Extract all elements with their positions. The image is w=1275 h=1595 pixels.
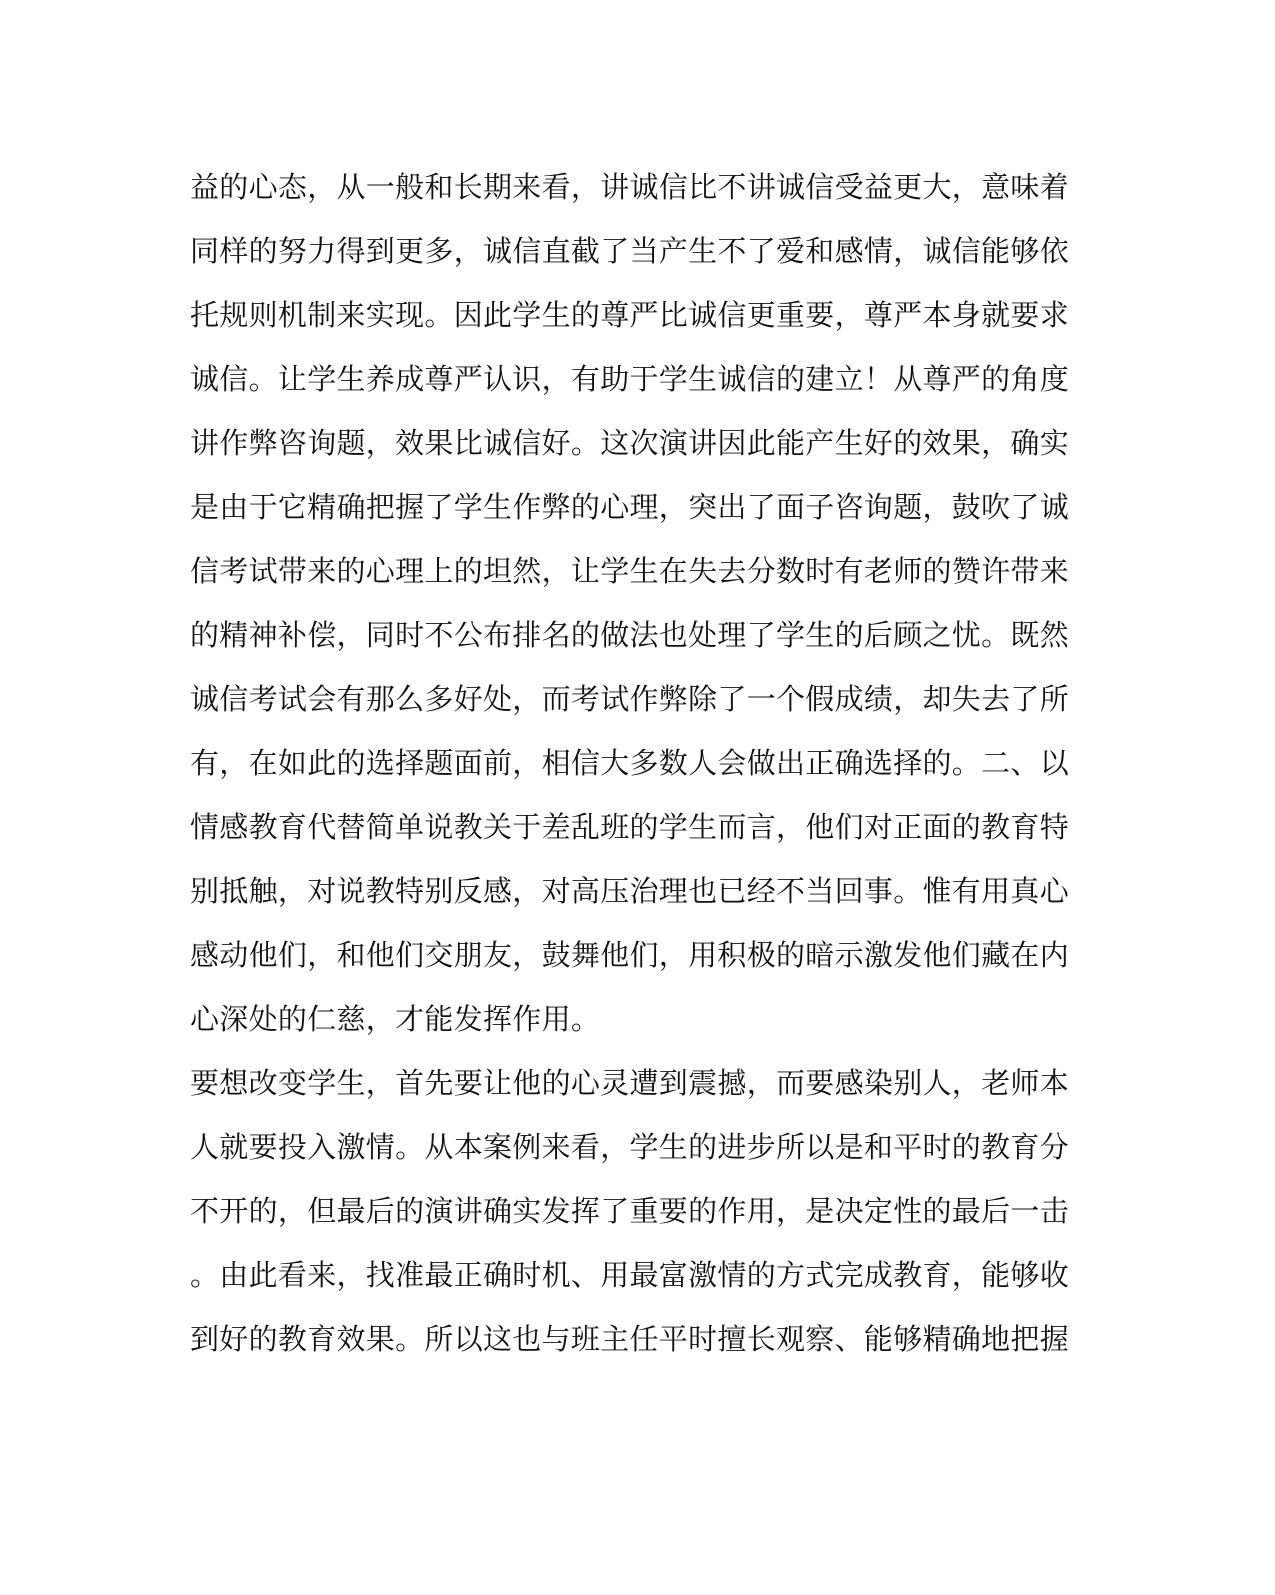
text-line: 情感教育代替简单说教关于差乱班的学生而言，他们对正面的教育特 <box>190 810 1070 844</box>
text-line: 别抵触，对说教特别反感，对高压治理也已经不当回事。惟有用真心 <box>190 874 1070 908</box>
text-line: 信考试带来的心理上的坦然，让学生在失去分数时有老师的赞许带来 <box>190 554 1070 588</box>
text-line: 要想改变学生，首先要让他的心灵遭到震撼，而要感染别人，老师本 <box>190 1066 1070 1100</box>
text-line: 心深处的仁慈，才能发挥作用。 <box>190 1002 601 1036</box>
text-line: 感动他们，和他们交朋友，鼓舞他们，用积极的暗示激发他们藏在内 <box>190 938 1070 972</box>
text-line: 诚信考试会有那么多好处，而考试作弊除了一个假成绩，却失去了所 <box>190 682 1070 716</box>
body-text <box>190 155 1070 1371</box>
text-line: 讲作弊咨询题，效果比诚信好。这次演讲因此能产生好的效果，确实 <box>190 426 1070 460</box>
text-line: 人就要投入激情。从本案例来看，学生的进步所以是和平时的教育分 <box>190 1130 1070 1164</box>
text-line: 到好的教育效果。所以这也与班主任平时擅长观察、能够精确地把握 <box>190 1322 1070 1356</box>
text-line: 不开的，但最后的演讲确实发挥了重要的作用，是决定性的最后一击 <box>190 1194 1070 1228</box>
text-line: 。由此看来，找准最正确时机、用最富激情的方式完成教育，能够收 <box>190 1258 1070 1292</box>
text-line: 有，在如此的选择题面前，相信大多数人会做出正确选择的。二、以 <box>190 746 1070 780</box>
text-line: 的精神补偿，同时不公布排名的做法也处理了学生的后顾之忧。既然 <box>190 618 1070 652</box>
text-line: 托规则机制来实现。因此学生的尊严比诚信更重要，尊严本身就要求 <box>190 298 1070 332</box>
text-line: 诚信。让学生养成尊严认识，有助于学生诚信的建立！从尊严的角度 <box>190 362 1070 396</box>
text-line: 同样的努力得到更多，诚信直截了当产生不了爱和感情，诚信能够依 <box>190 234 1070 268</box>
text-line: 益的心态，从一般和长期来看，讲诚信比不讲诚信受益更大，意味着 <box>190 170 1070 204</box>
text-line: 是由于它精确把握了学生作弊的心理，突出了面子咨询题，鼓吹了诚 <box>190 490 1070 524</box>
